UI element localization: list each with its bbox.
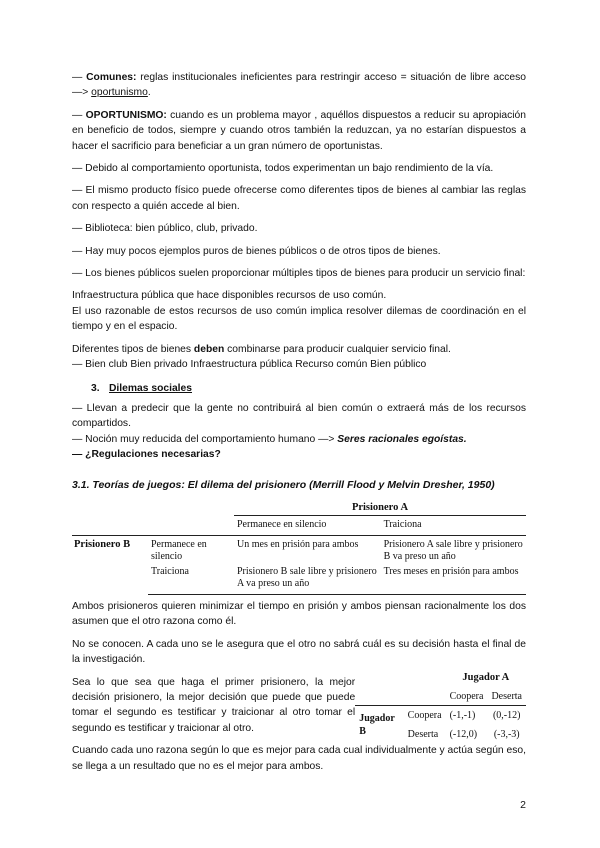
paragraph-producto: — El mismo producto físico puede ofrecerse como diferentes tipos de bienes al cambiar las reglas con respecto a quién accede al bien. (72, 185, 526, 212)
column-header-silencio: Permanece en silencio (234, 516, 381, 536)
section-number: 3. (91, 382, 100, 394)
row-label-coopera: Coopera (407, 710, 442, 722)
term-oportunismo-underlined: oportunismo (91, 87, 148, 99)
paragraph-sea-lo-que-sea: Sea lo que sea que haga el primer prisionero, la mejor decisión prisionero, la mejor decisión que puede que puede tomar el segundo es testificar y traicionar al otro tomar el segundo es testificar y traicionar al otro. (72, 676, 356, 734)
paragraph-infraestructura: Infraestructura pública que hace disponibles recursos de uso común. (72, 290, 387, 302)
page-content (72, 70, 526, 781)
term-oportunismo: OPORTUNISMO: (85, 109, 167, 121)
prisoner-dilemma-table (72, 501, 526, 595)
paragraph-uso-razonable: El uso razonable de estos recursos de uso común implica resolver dilemas de coordinación en el tiempo y en el espacio. (72, 305, 526, 333)
paragraph-diferentes (72, 342, 526, 357)
paragraph-regulaciones (72, 447, 526, 462)
term-deben: deben (193, 343, 225, 355)
term-comunes: Comunes: (86, 72, 137, 83)
text: — Noción muy reducida del comportamiento humano —> (72, 433, 338, 445)
paragraph-bienes-publicos: — Los bienes públicos suelen proporcionar múltiples tipos de bienes para producir un servicio final: (72, 268, 526, 280)
question-regulaciones: — ¿Regulaciones necesarias? (72, 449, 221, 461)
paragraph-llevan: — Llevan a predecir que la gente no contribuirá al bien común o extraerá más de los recursos compartidos. (72, 402, 526, 430)
row-label-deserta: Deserta (407, 728, 439, 740)
cell-r1c1: (-1,-1) (449, 710, 476, 722)
cell-r2c1: (-12,0) (449, 728, 478, 740)
section-title: Dilemas sociales (109, 382, 192, 394)
paragraph-no-se-conocen: No se conocen. A cada uno se le asegura que el otro no sabrá cuál es su decisión hasta el final de la investigación. (72, 638, 526, 666)
paragraph-comunes (72, 70, 526, 101)
cell-r2c1: Prisionero B sale libre y prisionero A va preso un año (234, 565, 381, 595)
dash: — (72, 72, 87, 83)
term-seres-racionales: Seres racionales egoístas. (337, 433, 467, 445)
paragraph-bien-types: — Bien club Bien privado Infraestructura pública Recurso común Bien público (72, 359, 427, 371)
dash: — (72, 109, 86, 121)
table-header-prisionero-a: Prisionero A (234, 501, 526, 516)
subsection-heading-3-1: 3.1. Teorías de juegos: El dilema del prisionero (Merrill Flood y Melvin Dresher, 1950) (72, 478, 495, 491)
section-heading-3 (91, 381, 526, 396)
paragraph-with-table (72, 672, 526, 744)
column-header-deserta: Deserta (487, 687, 526, 706)
player-payoff-table (355, 669, 526, 744)
text: combinarse para producir cualquier servicio final. (224, 343, 451, 355)
paragraph-comportamiento: — Debido al comportamiento oportunista, todos experimentan un bajo rendimiento de la vía. (72, 163, 494, 175)
text: reglas institucionales ineficientes para restringir acceso = situación de libre acceso —> (72, 72, 526, 99)
text: cuando es un problema mayor , aquéllos dispuestos a reducir su apropiación en beneficio de todos, siempre y cuando otros también la reduzcan, ya no estarían dispuestos a hacer el sacrificio para beneficiar a un gran número de oportunistas. (72, 109, 526, 152)
row-group-jugador-b: Jugador B (359, 712, 395, 737)
cell-r2c2: (-3,-3) (493, 728, 520, 740)
text: Diferentes tipos de bienes (72, 343, 194, 355)
text-tail: . (147, 87, 151, 99)
cell-r1c2: Prisionero A sale libre y prisionero B va preso un año (383, 538, 523, 563)
column-header-coopera: Coopera (446, 687, 488, 706)
paragraph-ambos: Ambos prisioneros quieren minimizar el tiempo en prisión y ambos piensan racionalmente los dos asumen que el otro razona como él. (72, 600, 526, 628)
paragraph-ejemplos: — Hay muy pocos ejemplos puros de bienes públicos o de otros tipos de bienes. (72, 245, 441, 257)
page-number: 2 (520, 799, 526, 811)
cell-r1c2: (0,-12) (492, 710, 521, 722)
cell-r1c1: Un mes en prisión para ambos (237, 538, 359, 550)
row-label-silencio: Permanece en silencio (151, 538, 207, 563)
paragraph-oportunismo (72, 108, 526, 154)
paragraph-nocion (72, 432, 526, 447)
row-group-prisionero-b: Prisionero B (74, 538, 131, 550)
row-label-traiciona: Traiciona (148, 565, 234, 595)
paragraph-biblioteca: — Biblioteca: bien público, club, privado. (72, 223, 258, 235)
cell-r2c2: Tres meses en prisión para ambos (381, 565, 526, 595)
table-header-jugador-a: Jugador A (462, 672, 510, 684)
column-header-traiciona: Traiciona (381, 516, 526, 536)
paragraph-cuando: Cuando cada uno razona según lo que es mejor para cada cual individualmente y actúa según eso, se llega a un resultado que no es el mejor para ambos. (72, 745, 526, 772)
